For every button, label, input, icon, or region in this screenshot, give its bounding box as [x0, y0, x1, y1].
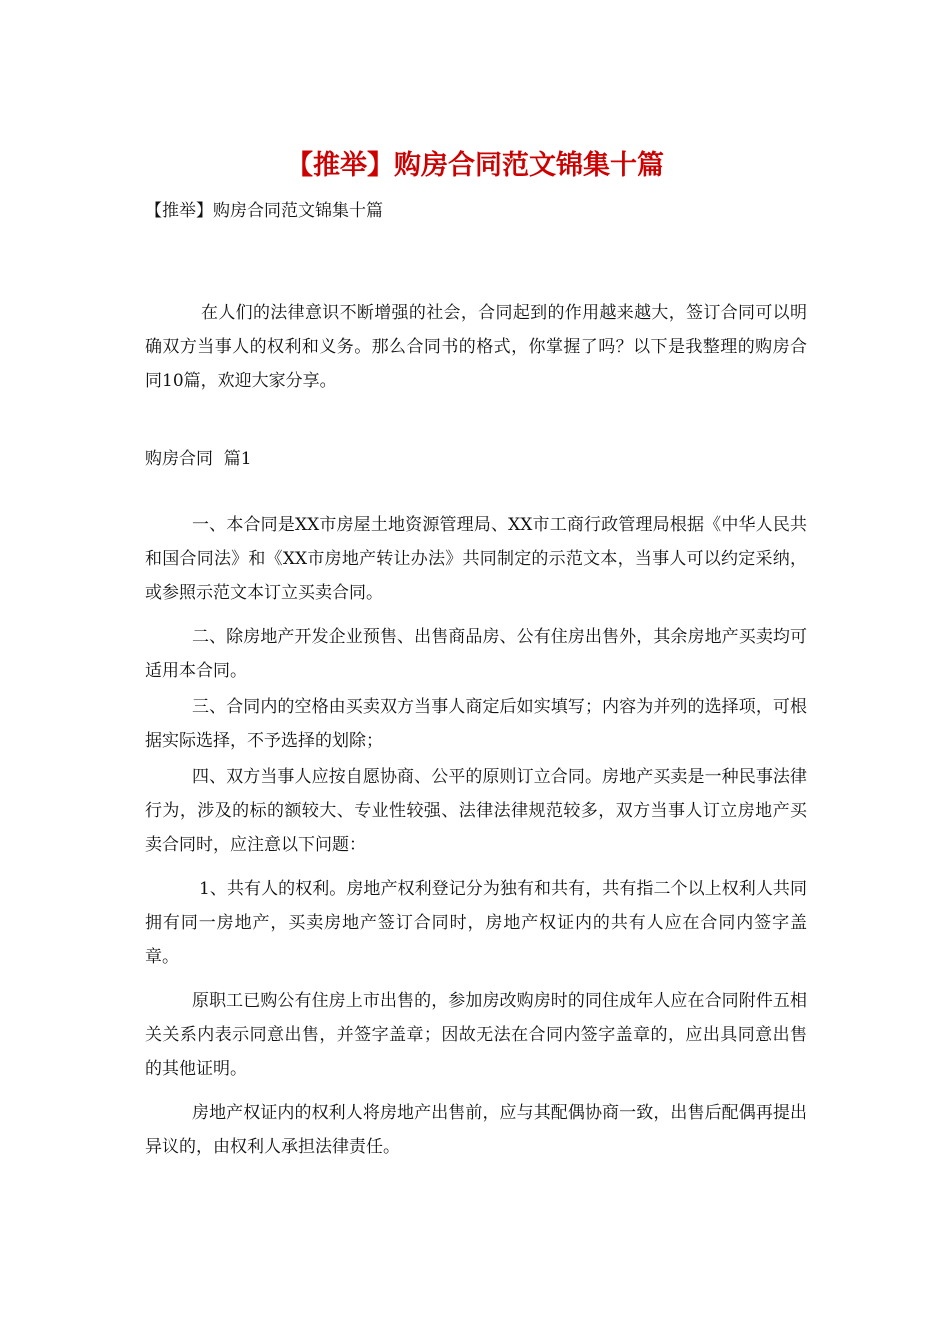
- paragraph-4: 四、双方当事人应按自愿协商、公平的原则订立合同。房地产买卖是一种民事法律行为，涉及的标的额较大、专业性较强、法律法律规范较多，双方当事人订立房地产买卖合同时，应注意以下问题：: [145, 767, 807, 855]
- paragraph-5: 1、共有人的权利。房地产权利登记分为独有和共有，共有指二个以上权利人共同拥有同一房地产，买卖房地产签订合同时，房地产权证内的共有人应在合同内签字盖章。: [145, 879, 807, 967]
- paragraph-1: 一、本合同是XX市房屋土地资源管理局、XX市工商行政管理局根据《中华人民共和国合同法》和《XX市房地产转让办法》共同制定的示范文本，当事人可以约定采纳，或参照示范文本订立买卖合同。: [145, 515, 807, 603]
- intro-paragraph: 在人们的法律意识不断增强的社会，合同起到的作用越来越大，签订合同可以明确双方当事人的权利和义务。那么合同书的格式，你掌握了吗？以下是我整理的购房合同10篇，欢迎大家分享。: [145, 303, 807, 391]
- document-title: 【推举】购房合同范文锦集十篇: [286, 150, 664, 181]
- section-heading: 购房合同 篇1: [145, 449, 252, 469]
- paragraph-2: 二、除房地产开发企业预售、出售商品房、公有住房出售外，其余房地产买卖均可适用本合同。: [145, 627, 807, 681]
- paragraph-3: 三、合同内的空格由买卖双方当事人商定后如实填写；内容为并列的选择项，可根据实际选择，不予选择的划除；: [145, 697, 807, 751]
- document-subtitle: 【推举】购房合同范文锦集十篇: [145, 201, 383, 221]
- paragraph-7: 房地产权证内的权利人将房地产出售前，应与其配偶协商一致，出售后配偶再提出异议的，由权利人承担法律责任。: [145, 1103, 807, 1157]
- paragraph-6: 原职工已购公有住房上市出售的，参加房改购房时的同住成年人应在合同附件五相关关系内表示同意出售，并签字盖章；因故无法在合同内签字盖章的，应出具同意出售的其他证明。: [145, 991, 807, 1079]
